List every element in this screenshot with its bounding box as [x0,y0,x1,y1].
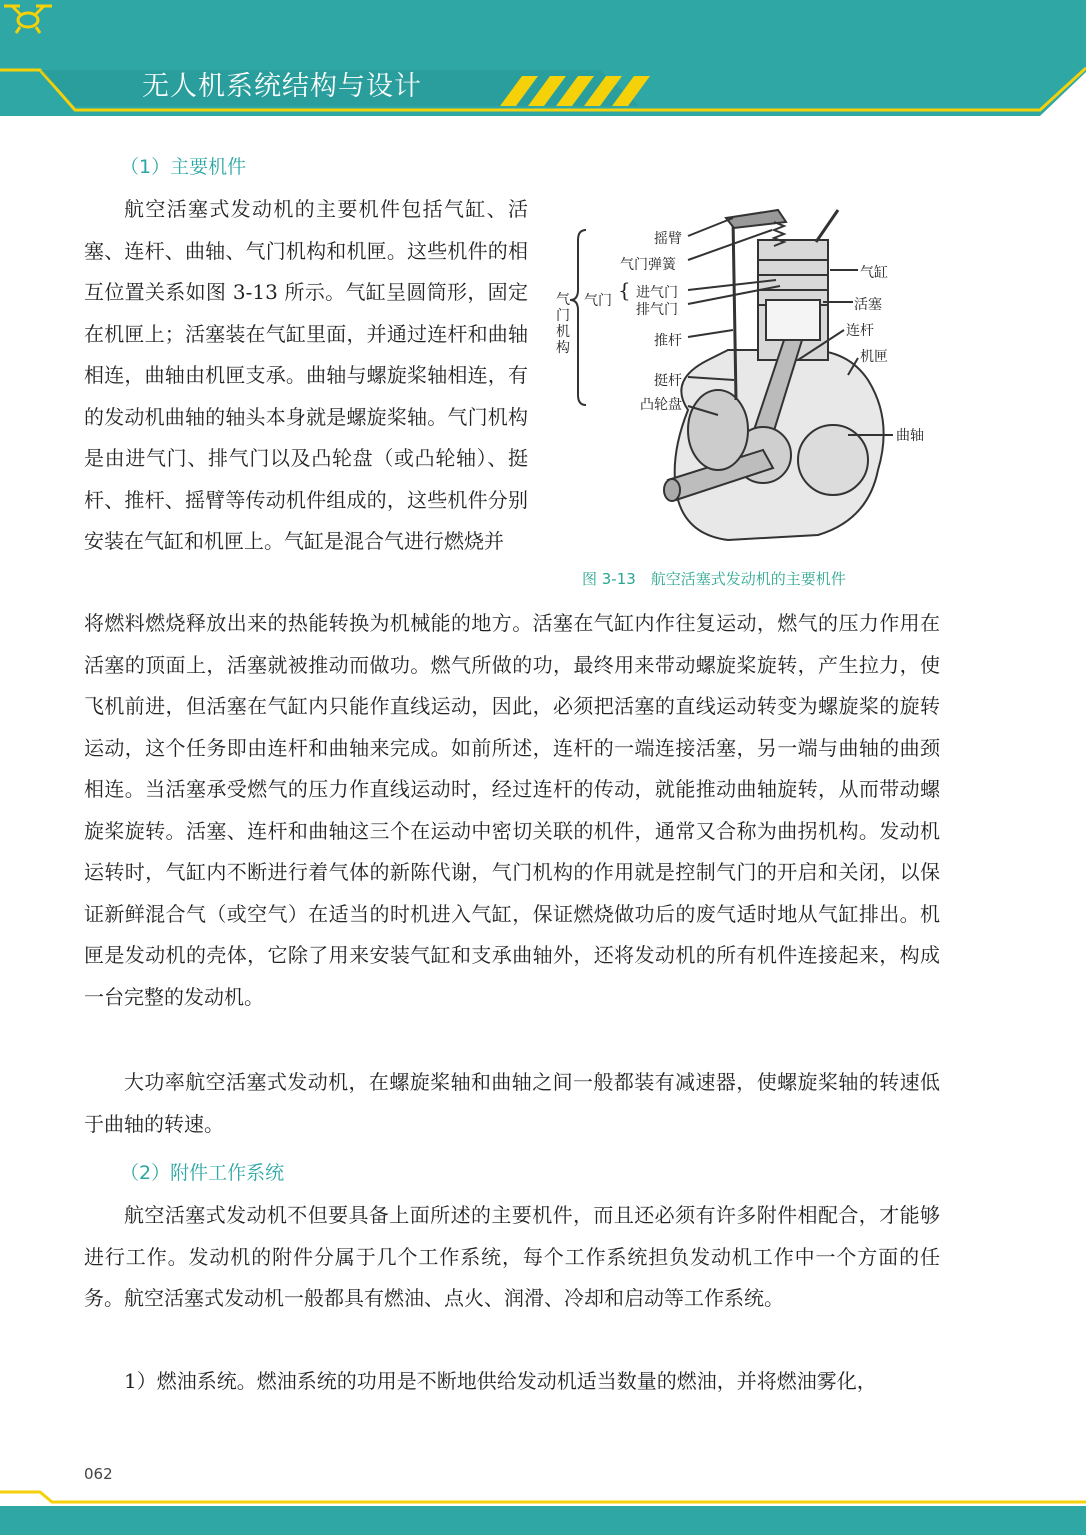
page-number: 062 [84,1465,113,1483]
label-crankshaft: 曲轴 [896,428,924,444]
label-cam-plate: 凸轮盘 [640,397,682,413]
label-piston: 活塞 [854,297,882,313]
paragraph-reducer: 大功率航空活塞式发动机，在螺旋桨轴和曲轴之间一般都装有减速器，使螺旋桨轴的转速低于曲轴的转速。 [84,1070,940,1136]
drone-icon [0,0,56,34]
engine-diagram [548,200,948,560]
book-title: 无人机系统结构与设计 [142,71,422,102]
label-pushrod: 推杆 [654,333,682,349]
label-intake-valve: 进气门 [636,285,678,301]
label-connecting-rod: 连杆 [846,323,874,339]
paragraph-fuel-system: 1）燃油系统。燃油系统的功用是不断地供给发动机适当数量的燃油，并将燃油雾化， [124,1369,877,1393]
label-exhaust-valve: 排气门 [636,302,678,318]
label-cylinder: 气缸 [860,265,888,281]
figure-caption: 图 3-13 航空活塞式发动机的主要机件 [582,570,846,588]
brace-icon: { [618,278,631,302]
page-footer [0,1488,1086,1535]
section-title-accessory-systems: （2）附件工作系统 [120,1162,285,1184]
paragraph-main-parts-intro: 航空活塞式发动机的主要机件包括气缸、活塞、连杆、曲轴、气门机构和机匣。这些机件的相互位置关系如图 3-13 所示。气缸呈圆筒形，固定在机匣上；活塞装在气缸里面，并通过连杆和曲轴相连，曲轴由机匣支承。曲轴与螺旋桨轴相连，有的发动机曲轴的轴头本身就是螺旋桨轴。气门机构是由进气门、排气门以及凸轮盘（或凸轮轴）、挺杆、推杆、摇臂等传动机件组成的，这些机件分别安装在气缸和机匣上。气缸是混合气进行燃烧并 [84,197,528,553]
footer-band [0,1488,1086,1535]
label-valve: 气门 [584,293,612,309]
section-title-main-parts: （1）主要机件 [120,156,247,178]
paragraph-accessory-systems: 航空活塞式发动机不但要具备上面所述的主要机件，而且还必须有许多附件相配合，才能够进行工作。发动机的附件分属于几个工作系统，每个工作系统担负发动机工作中一个方面的任务。航空活塞式发动机一般都具有燃油、点火、润滑、冷却和启动等工作系统。 [84,1203,940,1310]
label-valve-spring: 气门弹簧 [620,257,676,273]
label-tappet: 挺杆 [654,373,682,389]
paragraph-main-parts-continued: 将燃料燃烧释放出来的热能转换为机械能的地方。活塞在气缸内作往复运动，燃气的压力作用在活塞的顶面上，活塞就被推动而做功。燃气所做的功，最终用来带动螺旋桨旋转，产生拉力，使飞机前进，但活塞在气缸内只能作直线运动，因此，必须把活塞的直线运动转变为螺旋桨的旋转运动，这个任务即由连杆和曲轴来完成。如前所述，连杆的一端连接活塞，另一端与曲轴的曲颈相连。当活塞承受燃气的压力作直线运动时，经过连杆的传动，就能推动曲轴旋转，从而带动螺旋桨旋转。活塞、连杆和曲轴这三个在运动中密切关联的机件，通常又合称为曲拐机构。发动机运转时，气缸内不断进行着气体的新陈代谢，气门机构的作用就是控制气门的开启和关闭，以保证新鲜混合气（或空气）在适当的时机进入气缸，保证燃烧做功后的废气适时地从气缸排出。机匣是发动机的壳体，它除了用来安装气缸和支承曲轴外，还将发动机的所有机件连接起来，构成一台完整的发动机。 [84,611,940,1009]
label-crankcase: 机匣 [860,349,888,365]
page-header [0,0,1086,120]
label-rocker: 摇臂 [654,231,682,247]
engine-figure [548,200,948,560]
label-valve-mechanism: 气门机构 [556,292,570,356]
